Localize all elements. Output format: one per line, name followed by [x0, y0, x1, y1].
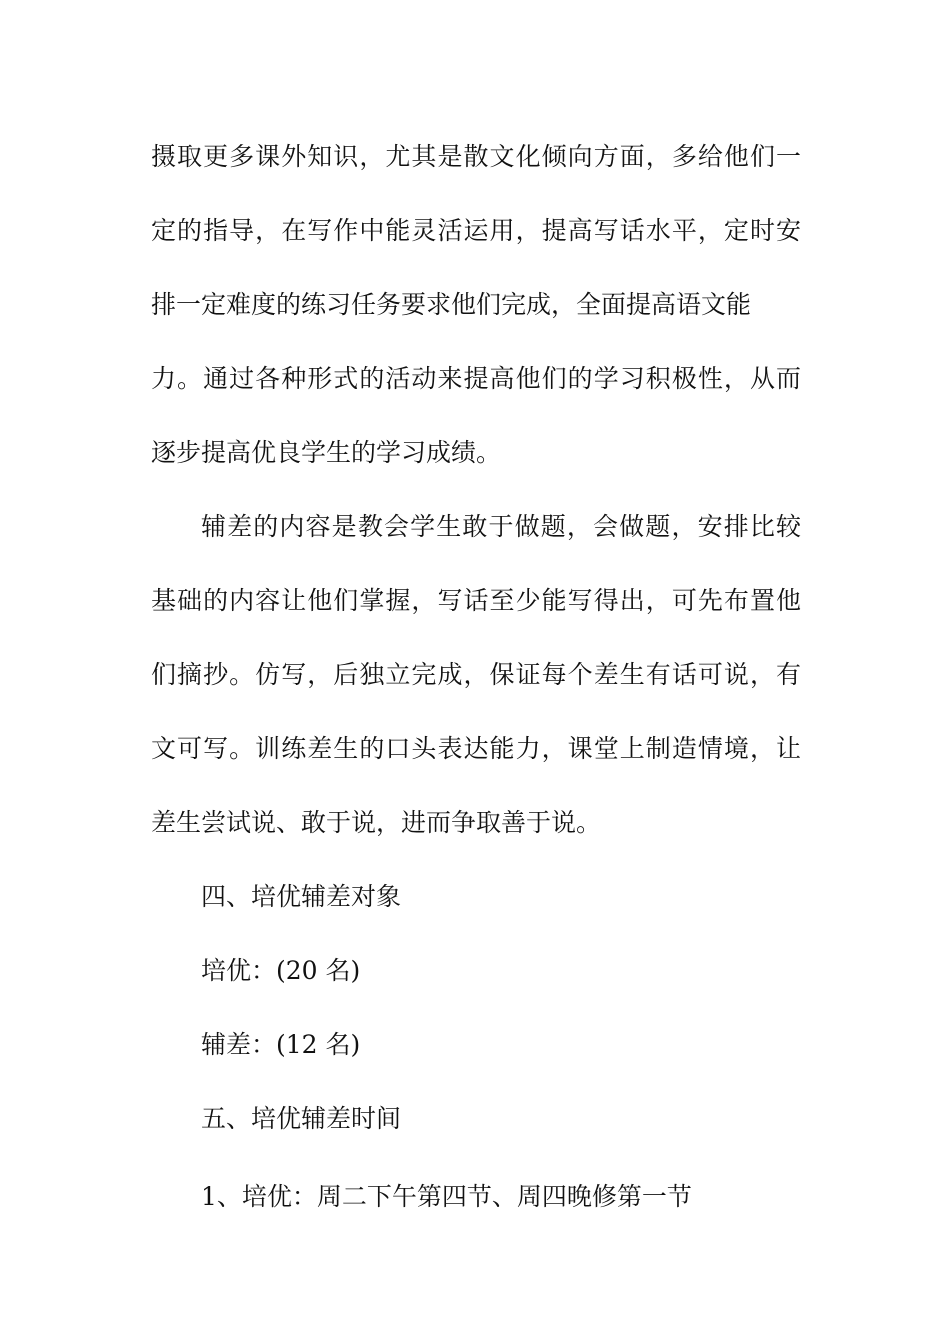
paragraph-2-line-2: 基础的内容让他们掌握，写话至少能写得出，可先布置他	[151, 586, 801, 615]
paragraph-2-line-4: 文可写。训练差生的口头表达能力，课堂上制造情境，让	[151, 734, 801, 763]
paragraph-2-line-1: 辅差的内容是教会学生敢于做题，会做题，安排比较	[201, 512, 801, 541]
paragraph-1-line-5: 逐步提高优良学生的学习成绩。	[151, 438, 502, 467]
paragraph-1-line-1: 摄取更多课外知识，尤其是散文化倾向方面，多给他们一	[151, 142, 801, 171]
paragraph-1-line-3: 排一定难度的练习任务要求他们完成，全面提高语文能	[151, 290, 752, 319]
paragraph-2-line-5: 差生尝试说、敢于说，进而争取善于说。	[151, 808, 602, 837]
paragraph-1-line-2: 定的指导，在写作中能灵活运用，提高写话水平，定时安	[151, 216, 801, 245]
section-4-item-peiyou: 培优：(20 名)	[201, 956, 361, 985]
section-4-item-fucha: 辅差：(12 名)	[201, 1030, 361, 1059]
section-5-heading: 五、培优辅差时间	[201, 1104, 402, 1133]
section-5-item-1: 1、培优：周二下午第四节、周四晚修第一节	[201, 1182, 692, 1211]
paragraph-2-line-3: 们摘抄。仿写，后独立完成，保证每个差生有话可说，有	[151, 660, 801, 689]
paragraph-1-line-4: 力。通过各种形式的活动来提高他们的学习积极性，从而	[151, 364, 801, 393]
section-4-heading: 四、培优辅差对象	[201, 882, 402, 911]
